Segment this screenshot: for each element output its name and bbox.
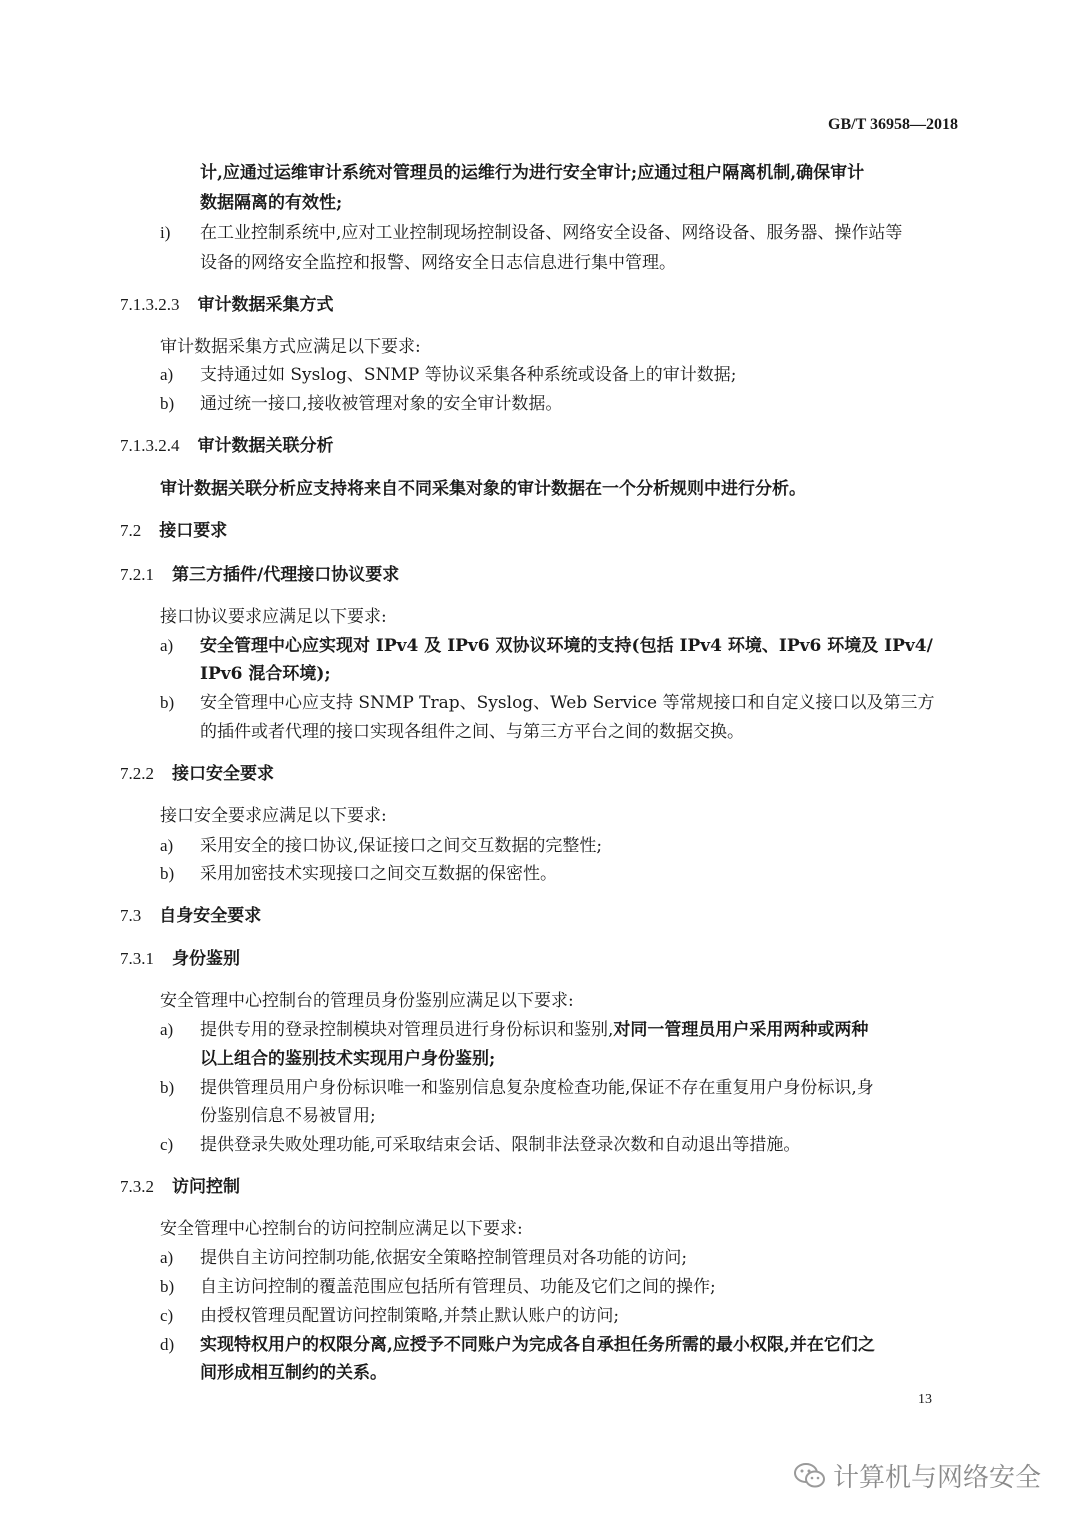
list-label: a) bbox=[160, 1248, 174, 1267]
list-item bbox=[200, 1015, 868, 1045]
list-item: 间形成相互制约的关系。 bbox=[200, 1363, 387, 1383]
list-item: 设备的网络安全监控和报警、网络安全日志信息进行集中管理。 bbox=[200, 253, 676, 273]
intro-line: 数据隔离的有效性; bbox=[200, 193, 343, 213]
list-label: b) bbox=[160, 394, 175, 413]
list-item: 安全管理中心应支持 SNMP Trap、Syslog、Web Service 等常规接口和自定义接口以及第三方 bbox=[200, 693, 935, 713]
list-item: 采用加密技术实现接口之间交互数据的保密性。 bbox=[200, 864, 557, 884]
section-heading bbox=[120, 944, 240, 974]
list-item: 自主访问控制的覆盖范围应包括所有管理员、功能及它们之间的操作; bbox=[200, 1277, 716, 1297]
list-label: c) bbox=[160, 1306, 174, 1325]
list-item: 实现特权用户的权限分离,应授予不同账户为完成各自承担任务所需的最小权限,并在它们之 bbox=[200, 1335, 875, 1355]
section-number: 7.3.2 bbox=[120, 1177, 154, 1196]
list-item: 份鉴别信息不易被冒用; bbox=[200, 1106, 376, 1126]
list-label: a) bbox=[160, 836, 174, 855]
paragraph: 审计数据关联分析应支持将来自不同采集对象的审计数据在一个分析规则中进行分析。 bbox=[160, 479, 806, 499]
list-item: 通过统一接口,接收被管理对象的安全审计数据。 bbox=[200, 394, 563, 414]
list-item: 提供自主访问控制功能,依据安全策略控制管理员对各功能的访问; bbox=[200, 1248, 688, 1268]
paragraph: 接口协议要求应满足以下要求: bbox=[160, 607, 387, 627]
list-item: 的插件或者代理的接口实现各组件之间、与第三方平台之间的数据交换。 bbox=[200, 722, 744, 742]
section-number: 7.2.2 bbox=[120, 764, 154, 783]
section-title: 第三方插件/代理接口协议要求 bbox=[172, 565, 400, 585]
section-heading bbox=[120, 431, 334, 461]
section-number: 7.2.1 bbox=[120, 565, 154, 584]
section-number: 7.1.3.2.3 bbox=[120, 295, 180, 314]
list-item-normal: 提供专用的登录控制模块对管理员进行身份标识和鉴别, bbox=[200, 1020, 614, 1040]
list-item: 采用安全的接口协议,保证接口之间交互数据的完整性; bbox=[200, 836, 603, 856]
list-label: a) bbox=[160, 1020, 174, 1039]
list-item: 以上组合的鉴别技术实现用户身份鉴别; bbox=[200, 1049, 496, 1069]
section-heading bbox=[120, 759, 274, 789]
paragraph: 安全管理中心控制台的管理员身份鉴别应满足以下要求: bbox=[160, 991, 574, 1011]
intro-line: 计,应通过运维审计系统对管理员的运维行为进行安全审计;应通过租户隔离机制,确保审计 bbox=[200, 163, 865, 183]
section-heading bbox=[120, 1172, 240, 1202]
list-label: b) bbox=[160, 693, 175, 712]
list-label: d) bbox=[160, 1335, 175, 1354]
watermark bbox=[793, 1457, 1041, 1494]
standard-code: GB/T 36958—2018 bbox=[828, 116, 958, 133]
list-item: 在工业控制系统中,应对工业控制现场控制设备、网络安全设备、网络设备、服务器、操作站等 bbox=[200, 223, 903, 243]
list-item: 提供登录失败处理功能,可采取结束会话、限制非法登录次数和自动退出等措施。 bbox=[200, 1135, 801, 1155]
section-title: 审计数据关联分析 bbox=[197, 436, 334, 456]
section-heading bbox=[120, 901, 261, 931]
list-label: a) bbox=[160, 636, 174, 655]
section-heading bbox=[120, 560, 399, 590]
section-number: 7.1.3.2.4 bbox=[120, 436, 180, 455]
paragraph: 接口安全要求应满足以下要求: bbox=[160, 806, 387, 826]
list-item: 支持通过如 Syslog、SNMP 等协议采集各种系统或设备上的审计数据; bbox=[200, 365, 737, 385]
list-label: i) bbox=[160, 223, 171, 242]
section-title: 接口安全要求 bbox=[172, 764, 274, 784]
section-title: 审计数据采集方式 bbox=[197, 295, 334, 315]
section-title: 自身安全要求 bbox=[159, 906, 262, 926]
list-item: 安全管理中心应实现对 IPv4 及 IPv6 双协议环境的支持(包括 IPv4 环境、IPv6 环境及 IPv4/ bbox=[200, 636, 933, 656]
list-label: b) bbox=[160, 864, 175, 883]
section-number: 7.3 bbox=[120, 906, 142, 925]
list-label: c) bbox=[160, 1135, 174, 1154]
section-heading bbox=[120, 290, 334, 320]
paragraph: 审计数据采集方式应满足以下要求: bbox=[160, 337, 421, 357]
section-number: 7.3.1 bbox=[120, 949, 154, 968]
paragraph: 安全管理中心控制台的访问控制应满足以下要求: bbox=[160, 1219, 523, 1239]
section-title: 访问控制 bbox=[172, 1177, 240, 1197]
page-number: 13 bbox=[918, 1392, 932, 1407]
wechat-icon bbox=[793, 1461, 827, 1491]
section-title: 身份鉴别 bbox=[172, 949, 240, 969]
section-title: 接口要求 bbox=[159, 521, 228, 541]
section-number: 7.2 bbox=[120, 521, 142, 540]
list-label: b) bbox=[160, 1277, 175, 1296]
watermark-text: 计算机与网络安全 bbox=[833, 1463, 1042, 1493]
list-label: a) bbox=[160, 365, 174, 384]
list-item: 由授权管理员配置访问控制策略,并禁止默认账户的访问; bbox=[200, 1306, 620, 1326]
list-item: 提供管理员用户身份标识唯一和鉴别信息复杂度检查功能,保证不存在重复用户身份标识,身 bbox=[200, 1078, 874, 1098]
list-item: IPv6 混合环境); bbox=[200, 664, 331, 684]
list-label: b) bbox=[160, 1078, 175, 1097]
section-heading bbox=[120, 516, 227, 546]
list-item-bold: 对同一管理员用户采用两种或两种 bbox=[613, 1020, 869, 1040]
